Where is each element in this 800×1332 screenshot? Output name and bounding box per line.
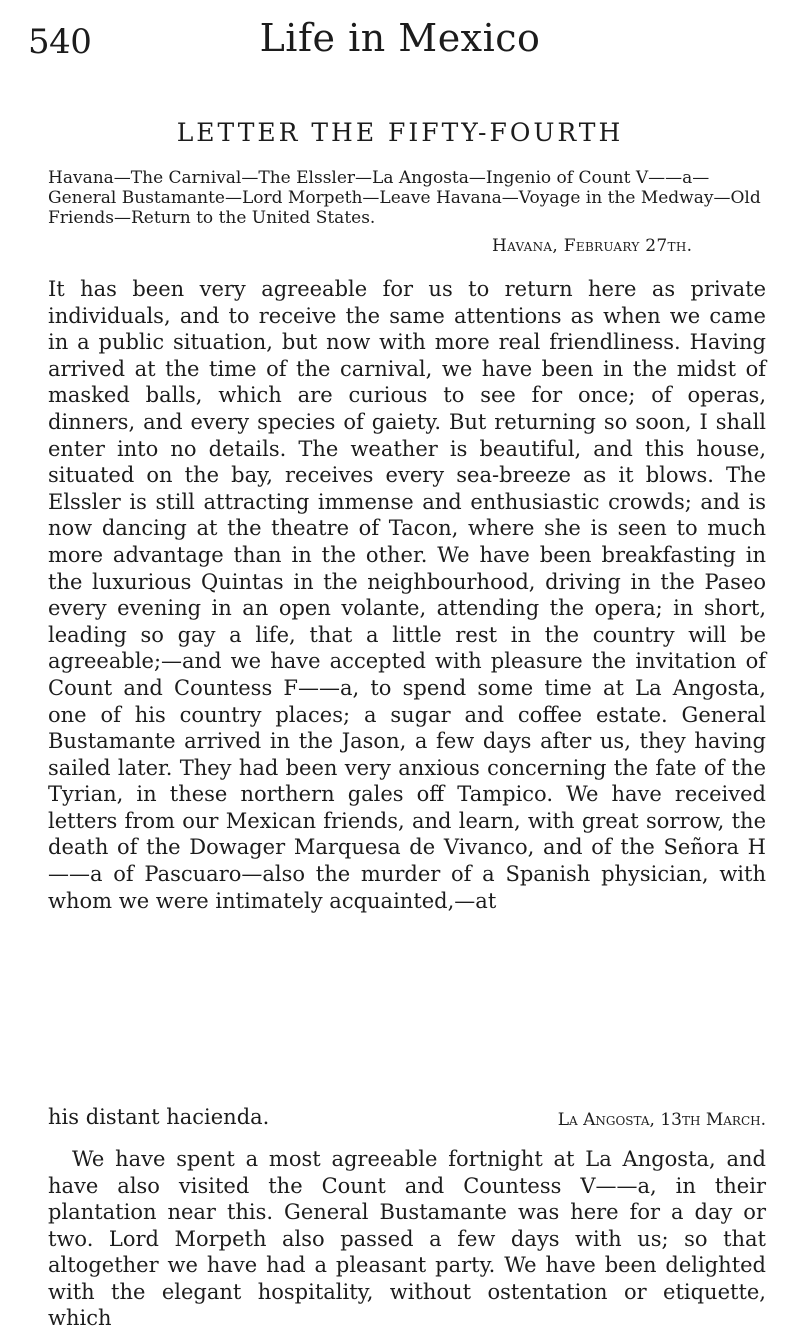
letter-body-continued xyxy=(48,1146,766,1332)
paragraph-2: We have spent a most agreeable fortnight at La Angosta, and have also visited the Count and Countess V——a, in their plantation near this. General Bustamante was here for a day or two. Lord Morpeth also passed a few days with us; so that altogether we have had a pleasant party. We have been delighted with the elegant hospitality, without ostentation or etiquette, which xyxy=(48,1147,766,1330)
section-break-row xyxy=(48,1104,766,1133)
dateline-havana: Havana, February 27th. xyxy=(492,236,693,256)
paragraph-1: It has been very agreeable for us to return here as private individuals, and to receive the same attentions as when we came in a public situation, but now with more real friendliness. Having arrived at the time of the carnival, we have been in the midst of masked balls, which are curious to see for once; of operas, dinners, and every species of gaiety. But returning so soon, I shall enter into no details. The weather is beautiful, and this house, situated on the bay, receives every sea-breeze as it blows. The Elssler is still attracting immense and enthusiastic crowds; and is now dancing at the theatre of Tacon, where she is seen to much more advantage than in the other. We have been breakfasting in the luxurious Quintas in the neighbourhood, driving in the Paseo every evening in an open volante, attending the opera; in short, leading so gay a life, that a little rest in the country will be agreeable;—and we have accepted with pleasure the invitation of Count and Countess F——a, to spend some time at La Angosta, one of his country places; a sugar and coffee estate. General Bustamante arrived in the Jason, a few days after us, they having sailed later. They had been very anxious concerning the fate of the Tyrian, in these northern gales off Tampico. We have received letters from our Mexican friends, and learn, with great sorrow, the death of the Dowager Marquesa de Vivanco, and of the Señora H——a of Pascuaro—also the murder of a Spanish physician, with whom we were intimately acquainted,—at xyxy=(48,277,766,913)
paragraph-1-end: his distant hacienda. xyxy=(48,1105,270,1129)
letter-synopsis xyxy=(48,168,762,228)
page-number: 540 xyxy=(28,22,92,62)
running-head: Life in Mexico xyxy=(259,16,541,60)
synopsis-text: Havana—The Carnival—The Elssler—La Angosta—Ingenio of Count V——a—General Bustamante—Lord Morpeth—Leave Havana—Voyage in the Medway—Old Friends—Return to the United States. xyxy=(48,168,761,228)
letter-body xyxy=(48,276,766,914)
letter-title: LETTER THE FIFTY-FOURTH xyxy=(176,118,624,147)
dateline-la-angosta: La Angosta, 13th March. xyxy=(557,1110,766,1130)
